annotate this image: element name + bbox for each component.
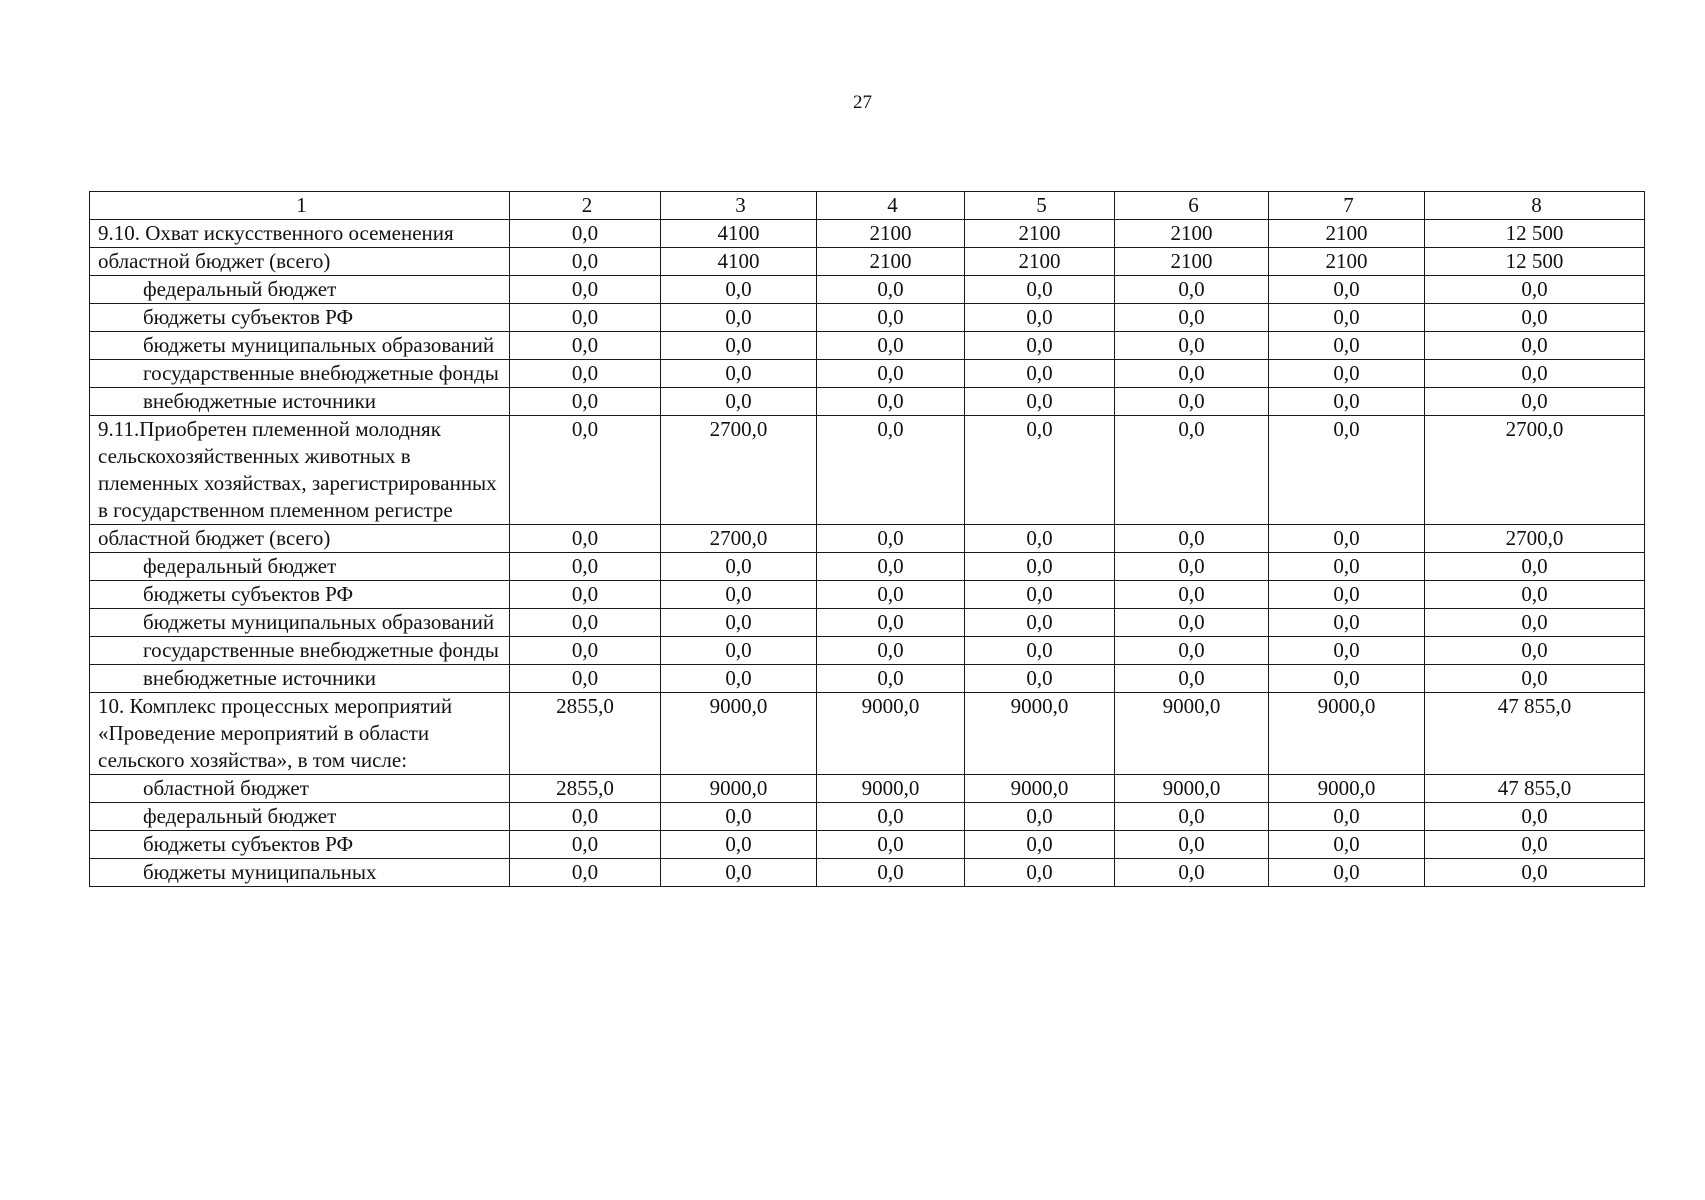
row-value: 0,0 xyxy=(817,525,965,553)
row-value: 0,0 xyxy=(965,637,1115,665)
row-value: 0,0 xyxy=(510,248,661,276)
row-value: 0,0 xyxy=(510,332,661,360)
row-value: 0,0 xyxy=(510,803,661,831)
row-value: 0,0 xyxy=(661,553,817,581)
row-value: 0,0 xyxy=(817,637,965,665)
row-value: 9000,0 xyxy=(817,693,965,775)
row-value: 0,0 xyxy=(1425,637,1645,665)
row-value: 0,0 xyxy=(965,665,1115,693)
table-row xyxy=(90,276,1645,304)
row-value: 0,0 xyxy=(1269,553,1425,581)
budget-table-body xyxy=(90,192,1645,887)
row-value: 0,0 xyxy=(1269,304,1425,332)
table-row xyxy=(90,637,1645,665)
row-value: 0,0 xyxy=(1425,803,1645,831)
row-value: 0,0 xyxy=(817,388,965,416)
table-row xyxy=(90,248,1645,276)
row-value: 0,0 xyxy=(510,416,661,525)
row-value: 0,0 xyxy=(1115,276,1269,304)
row-value: 2100 xyxy=(817,220,965,248)
row-value: 0,0 xyxy=(1115,388,1269,416)
row-value: 0,0 xyxy=(965,553,1115,581)
row-value: 9000,0 xyxy=(1115,693,1269,775)
row-value: 0,0 xyxy=(1425,665,1645,693)
row-value: 0,0 xyxy=(1269,416,1425,525)
row-name: областной бюджет (всего) xyxy=(90,525,510,553)
row-name: внебюджетные источники xyxy=(90,388,510,416)
row-value: 0,0 xyxy=(1425,609,1645,637)
row-value: 0,0 xyxy=(965,304,1115,332)
row-value: 0,0 xyxy=(965,276,1115,304)
row-value: 0,0 xyxy=(1115,581,1269,609)
row-name: бюджеты субъектов РФ xyxy=(90,304,510,332)
row-value: 0,0 xyxy=(965,525,1115,553)
row-value: 0,0 xyxy=(661,803,817,831)
row-value: 0,0 xyxy=(817,360,965,388)
row-value: 0,0 xyxy=(661,276,817,304)
row-value: 0,0 xyxy=(1269,665,1425,693)
row-value: 0,0 xyxy=(1269,360,1425,388)
column-number: 8 xyxy=(1425,192,1645,220)
row-value: 0,0 xyxy=(1269,859,1425,887)
row-name: 9.11.Приобретен племенной молодняк сельскохозяйственных животных в племенных хозяйствах, зарегистрированных в государственном племенном регистре xyxy=(90,416,510,525)
row-value: 0,0 xyxy=(1269,831,1425,859)
page-number: 27 xyxy=(853,92,872,113)
row-value: 0,0 xyxy=(817,665,965,693)
row-value: 47 855,0 xyxy=(1425,775,1645,803)
row-value: 9000,0 xyxy=(817,775,965,803)
table-row xyxy=(90,775,1645,803)
row-value: 0,0 xyxy=(1269,525,1425,553)
row-value: 0,0 xyxy=(510,665,661,693)
row-value: 0,0 xyxy=(510,360,661,388)
row-value: 2700,0 xyxy=(661,416,817,525)
row-value: 0,0 xyxy=(1425,332,1645,360)
row-value: 0,0 xyxy=(1425,276,1645,304)
table-row xyxy=(90,332,1645,360)
table-row xyxy=(90,220,1645,248)
column-number: 2 xyxy=(510,192,661,220)
row-value: 0,0 xyxy=(661,304,817,332)
row-value: 2100 xyxy=(817,248,965,276)
row-value: 9000,0 xyxy=(1269,775,1425,803)
row-value: 0,0 xyxy=(510,220,661,248)
table-row xyxy=(90,581,1645,609)
row-name: областной бюджет (всего) xyxy=(90,248,510,276)
table-row xyxy=(90,525,1645,553)
row-value: 12 500 xyxy=(1425,248,1645,276)
budget-table xyxy=(89,191,1645,887)
row-value: 0,0 xyxy=(661,388,817,416)
row-value: 0,0 xyxy=(1425,581,1645,609)
row-value: 0,0 xyxy=(1115,831,1269,859)
row-value: 0,0 xyxy=(1425,360,1645,388)
row-value: 0,0 xyxy=(510,553,661,581)
table-row xyxy=(90,859,1645,887)
row-value: 0,0 xyxy=(1115,637,1269,665)
table-row xyxy=(90,553,1645,581)
row-value: 0,0 xyxy=(965,416,1115,525)
row-name: федеральный бюджет xyxy=(90,276,510,304)
row-name: федеральный бюджет xyxy=(90,553,510,581)
table-row xyxy=(90,831,1645,859)
table-row xyxy=(90,693,1645,775)
row-value: 2100 xyxy=(1269,220,1425,248)
row-value: 0,0 xyxy=(1425,304,1645,332)
row-value: 0,0 xyxy=(510,637,661,665)
row-value: 0,0 xyxy=(510,581,661,609)
column-number-row xyxy=(90,192,1645,220)
row-value: 9000,0 xyxy=(965,775,1115,803)
row-value: 0,0 xyxy=(1115,665,1269,693)
row-value: 9000,0 xyxy=(661,693,817,775)
row-value: 47 855,0 xyxy=(1425,693,1645,775)
row-value: 0,0 xyxy=(817,803,965,831)
row-value: 2100 xyxy=(1115,220,1269,248)
column-number: 7 xyxy=(1269,192,1425,220)
row-value: 12 500 xyxy=(1425,220,1645,248)
row-value: 0,0 xyxy=(1269,637,1425,665)
row-value: 0,0 xyxy=(1269,609,1425,637)
row-value: 0,0 xyxy=(817,276,965,304)
table-row xyxy=(90,665,1645,693)
row-value: 0,0 xyxy=(1115,304,1269,332)
row-value: 0,0 xyxy=(661,637,817,665)
row-name: государственные внебюджетные фонды xyxy=(90,360,510,388)
row-value: 2700,0 xyxy=(1425,525,1645,553)
row-value: 0,0 xyxy=(817,553,965,581)
row-value: 0,0 xyxy=(661,609,817,637)
row-value: 0,0 xyxy=(817,581,965,609)
row-value: 0,0 xyxy=(510,304,661,332)
row-name: бюджеты муниципальных образований xyxy=(90,609,510,637)
row-value: 0,0 xyxy=(1269,581,1425,609)
row-value: 0,0 xyxy=(965,332,1115,360)
row-value: 0,0 xyxy=(965,581,1115,609)
row-value: 4100 xyxy=(661,220,817,248)
row-name: бюджеты субъектов РФ xyxy=(90,831,510,859)
row-value: 0,0 xyxy=(965,831,1115,859)
row-value: 2100 xyxy=(965,248,1115,276)
row-value: 0,0 xyxy=(510,276,661,304)
row-value: 2100 xyxy=(1269,248,1425,276)
table-row xyxy=(90,416,1645,525)
row-value: 0,0 xyxy=(1115,416,1269,525)
row-value: 0,0 xyxy=(817,859,965,887)
column-number: 6 xyxy=(1115,192,1269,220)
row-value: 0,0 xyxy=(510,831,661,859)
row-value: 9000,0 xyxy=(1115,775,1269,803)
row-name: бюджеты муниципальных xyxy=(90,859,510,887)
row-value: 4100 xyxy=(661,248,817,276)
row-value: 0,0 xyxy=(1115,609,1269,637)
row-value: 0,0 xyxy=(510,859,661,887)
row-value: 0,0 xyxy=(817,304,965,332)
row-value: 0,0 xyxy=(1115,525,1269,553)
table-row xyxy=(90,304,1645,332)
row-value: 0,0 xyxy=(817,416,965,525)
row-value: 0,0 xyxy=(1269,388,1425,416)
row-value: 0,0 xyxy=(1269,276,1425,304)
row-value: 0,0 xyxy=(1425,831,1645,859)
row-name: областной бюджет xyxy=(90,775,510,803)
row-value: 2700,0 xyxy=(1425,416,1645,525)
row-value: 9000,0 xyxy=(661,775,817,803)
row-value: 0,0 xyxy=(1425,388,1645,416)
row-value: 2855,0 xyxy=(510,693,661,775)
row-value: 0,0 xyxy=(1115,360,1269,388)
row-value: 0,0 xyxy=(817,831,965,859)
row-name: государственные внебюджетные фонды xyxy=(90,637,510,665)
row-value: 0,0 xyxy=(661,665,817,693)
row-value: 0,0 xyxy=(1269,332,1425,360)
row-value: 0,0 xyxy=(1115,803,1269,831)
row-value: 0,0 xyxy=(1115,859,1269,887)
row-value: 2100 xyxy=(965,220,1115,248)
row-value: 0,0 xyxy=(1425,859,1645,887)
table-row xyxy=(90,360,1645,388)
row-name: 10. Комплекс процессных мероприятий «Проведение мероприятий в области сельского хозяйства», в том числе: xyxy=(90,693,510,775)
row-value: 2100 xyxy=(1115,248,1269,276)
row-value: 0,0 xyxy=(661,332,817,360)
row-value: 0,0 xyxy=(661,581,817,609)
row-value: 0,0 xyxy=(817,332,965,360)
row-value: 2855,0 xyxy=(510,775,661,803)
row-value: 0,0 xyxy=(661,831,817,859)
row-value: 0,0 xyxy=(1115,332,1269,360)
column-number: 5 xyxy=(965,192,1115,220)
row-value: 0,0 xyxy=(817,609,965,637)
row-name: федеральный бюджет xyxy=(90,803,510,831)
row-value: 0,0 xyxy=(1115,553,1269,581)
column-number: 4 xyxy=(817,192,965,220)
table-row xyxy=(90,803,1645,831)
column-number: 3 xyxy=(661,192,817,220)
row-value: 0,0 xyxy=(1269,803,1425,831)
row-name: бюджеты субъектов РФ xyxy=(90,581,510,609)
row-value: 0,0 xyxy=(510,388,661,416)
row-value: 0,0 xyxy=(965,360,1115,388)
row-value: 0,0 xyxy=(965,388,1115,416)
table-row xyxy=(90,609,1645,637)
row-value: 0,0 xyxy=(510,609,661,637)
column-number: 1 xyxy=(90,192,510,220)
row-value: 0,0 xyxy=(965,609,1115,637)
row-name: бюджеты муниципальных образований xyxy=(90,332,510,360)
row-name: внебюджетные источники xyxy=(90,665,510,693)
row-value: 0,0 xyxy=(510,525,661,553)
row-value: 0,0 xyxy=(965,859,1115,887)
row-value: 0,0 xyxy=(661,859,817,887)
row-value: 9000,0 xyxy=(965,693,1115,775)
row-value: 0,0 xyxy=(661,360,817,388)
row-value: 2700,0 xyxy=(661,525,817,553)
table-row xyxy=(90,388,1645,416)
row-value: 9000,0 xyxy=(1269,693,1425,775)
row-name: 9.10. Охват искусственного осеменения xyxy=(90,220,510,248)
row-value: 0,0 xyxy=(965,803,1115,831)
row-value: 0,0 xyxy=(1425,553,1645,581)
